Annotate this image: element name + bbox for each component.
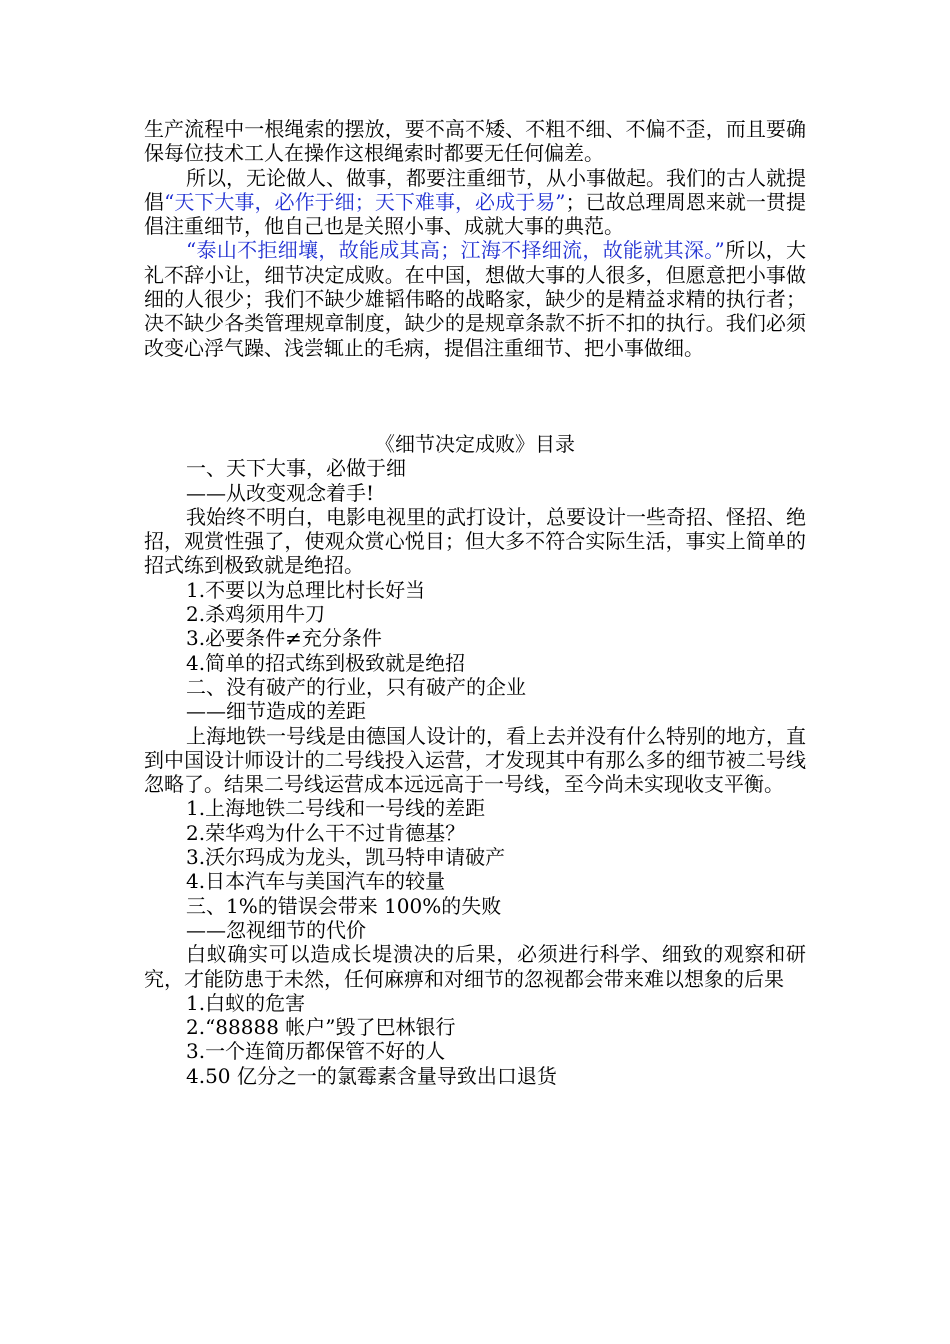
intro-paragraph-3-text: 所以，大礼不辞小让，细节决定成败。在中国，想做大事的人很多，但愿意把小事做细的人很少；我们不缺少雄韬伟略的战略家，缺少的是精益求精的执行者；决不缺少各类管理规章制度，缺少的是规章条款不折不扣的执行。我们必须改变心浮气躁、浅尝辄止的毛病，提倡注重细节、把小事做细。 <box>144 238 806 360</box>
intro-paragraph-2-text-b: ；已故总理周恩来就一贯提倡注重细节，他自己也是关照小事、成就大事的典范。 <box>144 189 807 239</box>
chapter-1-heading: 一、天下大事，必做于细 <box>186 456 406 481</box>
chapter-2-item-4: 4.日本汽车与美国汽车的较量 <box>186 869 446 894</box>
intro-paragraph-2 <box>144 166 806 239</box>
chapter-1-item-2: 2.杀鸡须用牛刀 <box>186 602 326 627</box>
chapter-2-item-1: 1.上海地铁二号线和一号线的差距 <box>186 796 486 821</box>
chapter-3-item-3: 3.一个连简历都保管不好的人 <box>186 1039 446 1064</box>
chapter-1-summary: 我始终不明白，电影电视里的武打设计，总要设计一些奇招、怪招、绝招，观赏性强了，使观众赏心悦目；但大多不符合实际生活，事实上简单的招式练到极致就是绝招。 <box>144 504 806 578</box>
document-page <box>144 117 806 1088</box>
chapter-3-item-1: 1.白蚁的危害 <box>186 990 306 1015</box>
chapter-1-item-4: 4.简单的招式练到极致就是绝招 <box>186 650 466 675</box>
toc-title: 《细节决定成败》目录 <box>375 431 575 456</box>
chapter-3-item-4: 4.50 亿分之一的氯霉素含量导致出口退货 <box>186 1063 557 1088</box>
intro-paragraph-2-text-a: 所以，无论做人、做事，都要注重细节，从小事做起。我们的古人就提倡 <box>144 165 806 214</box>
chapter-3-summary: 白蚁确实可以造成长堤溃决的后果，必须进行科学、细致的观察和研究，才能防患于未然，任何麻痹和对细节的忽视都会带来难以想象的后果 <box>144 942 806 991</box>
intro-paragraph-2-quote: “天下大事，必作于细；天下难事，必成于易” <box>164 189 566 214</box>
chapter-3-item-2: 2.“88888 帐户”毁了巴林银行 <box>186 1015 456 1040</box>
chapter-2-summary: 上海地铁一号线是由德国人设计的，看上去并没有什么特别的地方，直到中国设计师设计的二号线投入运营，才发现其中有那么多的细节被二号线忽略了。结果二号线运营成本远远高于一号线，至今尚未实现收支平衡。 <box>144 723 806 797</box>
chapter-2-item-2: 2.荣华鸡为什么干不过肯德基？ <box>186 820 466 845</box>
section-spacer <box>144 360 806 432</box>
intro-paragraph-3-quote: “泰山不拒细壤，故能成其高；江海不择细流，故能就其深。” <box>186 238 725 263</box>
chapter-1-item-3: 3.必要条件≠充分条件 <box>186 626 382 651</box>
chapter-2-item-3: 3.沃尔玛成为龙头，凯马特申请破产 <box>186 845 506 870</box>
chapter-3-subtitle: ——忽视细节的代价 <box>186 917 366 942</box>
chapter-2-subtitle: ——细节造成的差距 <box>186 699 366 724</box>
chapter-3-heading: 三、1%的错误会带来 100%的失败 <box>186 893 502 918</box>
chapter-2-heading: 二、没有破产的行业，只有破产的企业 <box>186 674 526 699</box>
chapter-1-subtitle: ——从改变观念着手! <box>186 480 375 505</box>
intro-paragraph-1: 生产流程中一根绳索的摆放，要不高不矮、不粗不细、不偏不歪，而且要确保每位技术工人在操作这根绳索时都要无任何偏差。 <box>144 117 806 166</box>
intro-paragraph-3 <box>144 238 806 359</box>
chapter-1-item-1: 1.不要以为总理比村长好当 <box>186 577 426 602</box>
